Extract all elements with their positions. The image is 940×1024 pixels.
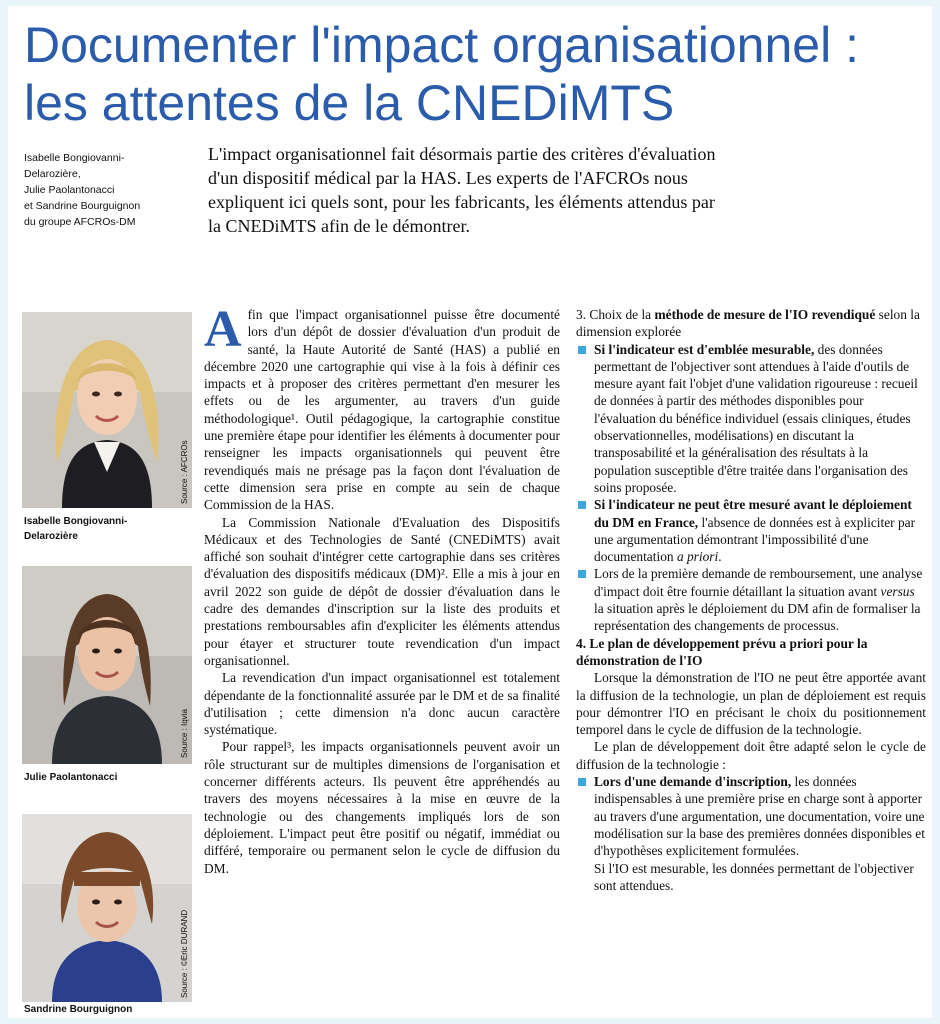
paragraph: La revendication d'un impact organisationnel est totalement dépendante de la fonctionnalité assurée par le DM et de sa finalité d'utilisation ; cette dimension n'a donc aucun caractère systématique.: [204, 670, 560, 738]
author-photo-sandrine: [22, 814, 192, 1002]
paragraph: [204, 301, 560, 514]
list-item-text: Si l'IO est mesurable, les données permettant de l'objectiver sont attendues.: [594, 860, 914, 893]
dropcap: A: [204, 301, 242, 358]
photo-credit: Source : ©Eric DURAND: [180, 909, 189, 998]
list-item: [576, 565, 926, 634]
article-page: [8, 6, 932, 1018]
list-item-italic: a priori: [676, 549, 719, 565]
list-item: [576, 773, 926, 859]
caption-line: Sandrine Bourguignon: [24, 1004, 133, 1015]
caption-line: Julie Paolantonacci: [24, 772, 118, 783]
paragraph-text: fin que l'impact organisationnel puisse être documenté lors d'un dépôt de dossier d'évaluation d'un produit de santé, la Haute Autorité de Santé (HAS) a publié en décembre 2020 une cartographie qui vise à la fois à définir ces impacts et à proposer des critères permettant d'en mesurer les effets ou de les argumenter, au travers d'un guide méthodologique¹. Outil pédagogique, la cartographie constitue une première étape pour identifier les éléments à documenter pour renseigner les impacts organisationnels qui peuvent être revendiqués mais ne présage pas la façon dont l'évaluation de cette dimension sera prise en compte au sein de chaque Commission de la HAS.: [204, 307, 560, 513]
photo-caption: [24, 1002, 132, 1017]
title-line-2: les attentes de la CNEDiMTS: [24, 75, 675, 131]
heading-text: 3. Choix de la: [576, 307, 655, 322]
list-item-text: Lors de la première demande de remboursement, une analyse d'impact doit être fournie détaillant la situation avant: [594, 566, 923, 599]
list-item: [576, 341, 926, 497]
lead-line: d'un dispositif médical par la HAS. Les experts de l'AFCROs nous: [208, 168, 688, 188]
photo-caption: [24, 514, 127, 544]
author-photo-isabelle: [22, 312, 192, 508]
author-line: et Sandrine Bourguignon: [24, 200, 141, 212]
section-heading-4: 4. Le plan de développement prévu a priori pour la démonstration de l'IO: [576, 635, 868, 668]
lead-line: L'impact organisationnel fait désormais partie des critères d'évaluation: [208, 144, 716, 164]
list-item-bold: Lors d'une demande d'inscription,: [594, 774, 792, 790]
title-line-1: Documenter l'impact organisationnel :: [24, 17, 859, 73]
list-item: [576, 496, 926, 565]
author-line: Delarozière,: [24, 168, 81, 180]
article-column-1: [204, 301, 560, 877]
list-item-text: la situation après le déploiement du DM afin de formaliser la représentation des changements de processus.: [594, 601, 921, 634]
article-column-2: [576, 306, 926, 894]
list-item-text: l'absence de données est à expliciter par une argumentation démontrant l'impossibilité d'une documentation: [594, 514, 916, 565]
section-heading-3: [576, 306, 926, 341]
list-item-text: les données indispensables à une première prise en charge sont à apporter au travers d'une argumentation, une documentation, voire une modélisation sur la base des premières données disponibles et d'hypothèses explicitement formulées.: [594, 774, 925, 859]
list-item-bold: Si l'indicateur ne peut être mesuré avant le déploiement du DM en France,: [594, 497, 912, 530]
list-item-bold: Si l'indicateur est d'emblée mesurable,: [594, 341, 815, 357]
author-byline: [24, 150, 194, 230]
photo-caption: [24, 770, 117, 785]
heading-text: selon la dimension explorée: [576, 307, 920, 340]
article-lead: [208, 142, 928, 238]
caption-line: Delarozière: [24, 531, 78, 542]
lead-line: la CNEDiMTS afin de le démontrer.: [208, 216, 470, 236]
list-item-text: des données permettant de l'objectiver sont attendues à l'aide d'outils de mesure ayant fait l'objet d'une validation rigoureuse : recueil de données à partir des méthodes disponibles pour l'évaluation du bénéfice individuel (essais cliniques, études observationnelles, modélisations) en discutant la transposabilité et la généralisation des résultats à la population susceptible d'être traitée dans l'organisation des soins proposée.: [594, 341, 918, 495]
paragraph: La Commission Nationale d'Evaluation des Dispositifs Médicaux et des Technologies de Santé (CNEDiMTS) avait affiché son souhait d'intégrer cette cartographie dans ses critères d'évaluation des dispositifs médicaux (DM)². Elle a mis à jour en avril 2022 son guide de dépôt de dossier d'évaluation dans le cadre des demandes d'inscription sur la liste des produits et prestations remboursables afin d'expliciter les éléments attendus pour étayer et structurer toute revendication d'un impact organisationnel.: [204, 514, 560, 668]
author-line: du groupe AFCROs-DM: [24, 216, 136, 228]
caption-line: Isabelle Bongiovanni-: [24, 516, 128, 527]
paragraph: Le plan de développement doit être adapté selon le cycle de diffusion de la technologie :: [576, 739, 926, 772]
photo-credit: Source : Iqvia: [180, 709, 189, 758]
photo-credit: Source : AFCROs: [180, 440, 189, 504]
author-photo-julie: [22, 566, 192, 764]
lead-line: expliquent ici quels sont, pour les fabricants, les éléments attendus par: [208, 192, 715, 212]
article-title: [24, 16, 924, 132]
list-item-italic: versus: [880, 583, 915, 599]
author-line: Isabelle Bongiovanni-: [24, 152, 125, 164]
paragraph: Pour rappel³, les impacts organisationnels peuvent avoir un rôle structurant sur de multiples dimensions de l'organisation et concerner différents acteurs. Ils peuvent être appréhendés au travers des moyens nécessaires à la mise en œuvre de la technologie ou des changements impliqués lors de son déploiement. L'impact peut être positif ou négatif, immédiat ou différé, temporaire ou permanent selon le cycle de diffusion du DM.: [204, 739, 560, 876]
heading-bold: méthode de mesure de l'IO revendiqué: [654, 307, 876, 322]
list-item-continuation: [576, 860, 926, 895]
author-line: Julie Paolantonacci: [24, 184, 115, 196]
paragraph: Lorsque la démonstration de l'IO ne peut être apportée avant la diffusion de la technologie, un plan de déploiement est requis pour démontrer l'IO en précisant le choix du positionnement temporel dans le cycle de diffusion de la technologie.: [576, 670, 926, 738]
list-item-text: .: [718, 549, 722, 565]
